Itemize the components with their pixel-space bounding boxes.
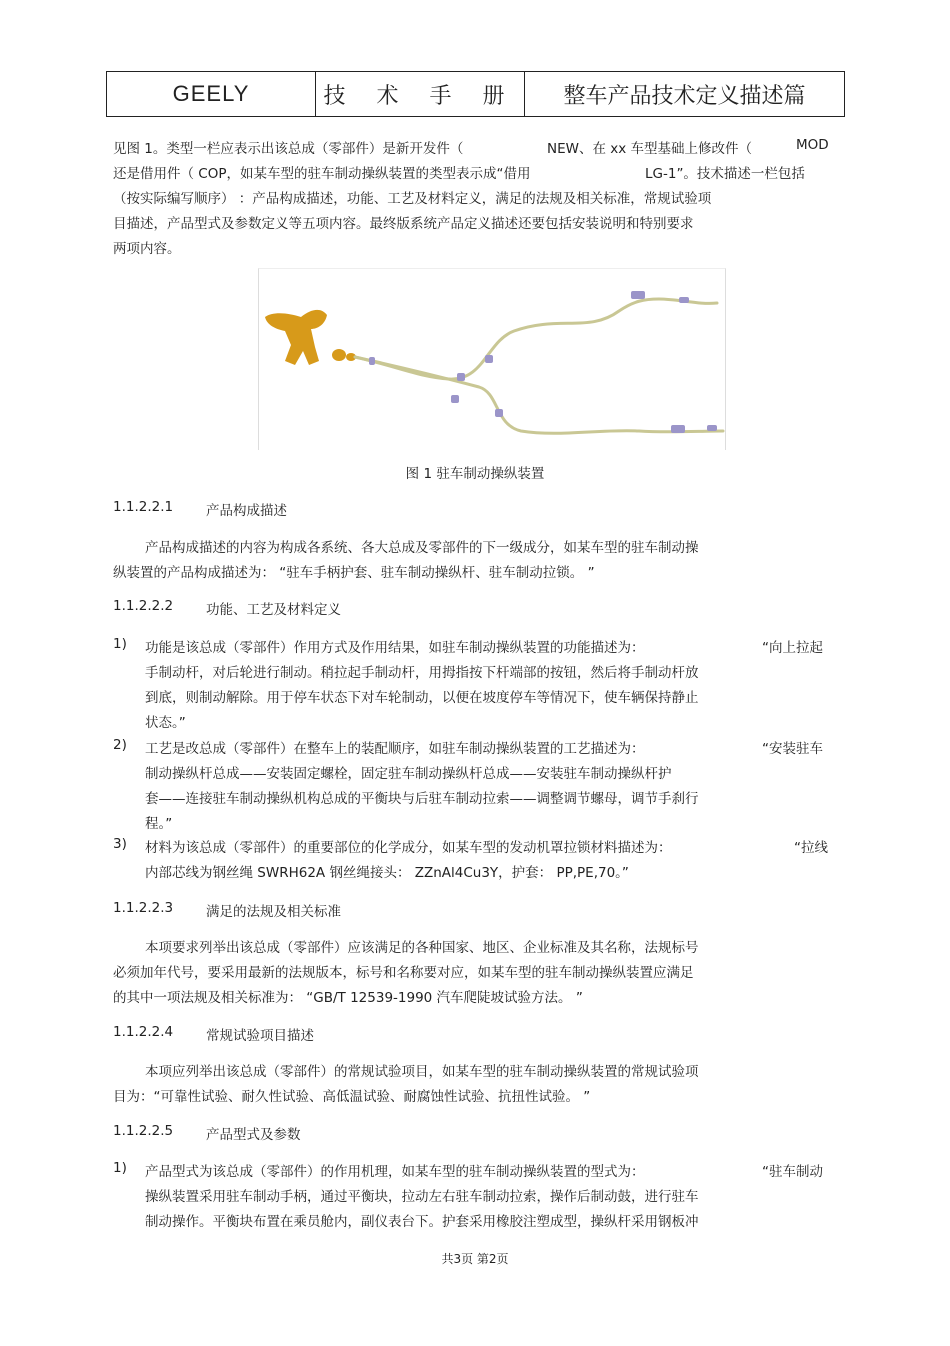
s2-item-1-line-3: 到底，则制动解除。用于停车状态下对车轮制动，以便在坡度停车等情况下，使车辆保持静止 xyxy=(145,690,699,706)
s5-item-1-right: “驻车制动 xyxy=(762,1164,823,1180)
brake-cables xyxy=(355,299,723,433)
header-manual: 技 术 手 册 xyxy=(316,72,525,116)
brake-cable-illustration xyxy=(259,269,725,450)
section-2-number: 1.1.2.2.2 xyxy=(113,598,174,614)
intro-line-5: 两项内容。 xyxy=(113,241,181,257)
intro-line-1-new: NEW、在 xx 车型基础上修改件（ xyxy=(547,141,753,157)
section-5-heading xyxy=(113,1123,301,1143)
intro-line-1: 见图 1。类型一栏应表示出该总成（零部件）是新开发件（ xyxy=(113,141,464,157)
intro-line-2: 还是借用件（ COP，如某车型的驻车制动操纵装置的类型表示成“借用 xyxy=(113,166,531,182)
header-table xyxy=(106,71,845,117)
section-4-heading xyxy=(113,1024,314,1044)
section-2-heading xyxy=(113,598,341,618)
intro-line-3: （按实际编写顺序） ：产品构成描述，功能、工艺及材料定义，满足的法规及相关标准，常规试验项 xyxy=(113,191,712,207)
s5-item-1-number: 1) xyxy=(113,1160,127,1176)
figure-caption: 图 1 驻车制动操纵装置 xyxy=(405,466,545,482)
intro-line-4: 目描述，产品型式及参数定义等五项内容。最终版系统产品定义描述还要包括安装说明和特别要求 xyxy=(113,216,694,232)
header-section: 整车产品技术定义描述篇 xyxy=(563,83,806,109)
s5-item-1-line-1: 产品型式为该总成（零部件）的作用机理，如某车型的驻车制动操纵装置的型式为： xyxy=(145,1164,645,1180)
intro-line-2-right: LG-1”。技术描述一栏包括 xyxy=(645,166,805,182)
page-footer: 共3页 第2页 xyxy=(441,1252,509,1266)
s3-para-line-1: 本项要求列举出该总成（零部件）应该满足的各种国家、地区、企业标准及其名称，法规标号 xyxy=(145,940,699,956)
s2-item-1-line-4: 状态。” xyxy=(145,715,186,731)
s2-item-2-line-3: 套——连接驻车制动操纵机构总成的平衡块与后驻车制动拉索——调整调节螺母，调节手刹行 xyxy=(145,791,699,807)
section-1-title: 产品构成描述 xyxy=(206,503,287,519)
s2-item-3-right: “拉线 xyxy=(794,840,828,856)
cable-clips xyxy=(369,291,717,433)
s2-item-1-number: 1) xyxy=(113,636,127,652)
s2-item-1-line-2: 手制动杆，对后轮进行制动。稍拉起手制动杆，用拇指按下杆端部的按钮，然后将手制动杆放 xyxy=(145,665,699,681)
s2-item-2-line-1: 工艺是改总成（零部件）在整车上的装配顺序，如驻车制动操纵装置的工艺描述为： xyxy=(145,741,645,757)
section-5-number: 1.1.2.2.5 xyxy=(113,1123,174,1139)
section-3-heading xyxy=(113,900,341,920)
s2-item-3-line-2: 内部芯线为钢丝绳 SWRH62A 钢丝绳接头： ZZnAl4Cu3Y，护套： PP,PE,70。” xyxy=(145,865,629,881)
s2-item-2-line-2: 制动操纵杆总成——安装固定螺栓，固定驻车制动操纵杆总成——安装驻车制动操纵杆护 xyxy=(145,766,672,782)
intro-line-1-mod: MOD xyxy=(796,137,829,153)
s2-item-2-number: 2) xyxy=(113,737,127,753)
s2-item-1-right: “向上拉起 xyxy=(762,640,823,656)
parking-brake-figure xyxy=(258,268,726,450)
s3-para-line-3: 的其中一项法规及相关标准为： “GB/T 12539-1990 汽车爬陡坡试验方法。 ” xyxy=(113,990,583,1006)
s2-item-3-line-1: 材料为该总成（零部件）的重要部位的化学成分，如某车型的发动机罩拉锁材料描述为： xyxy=(145,840,672,856)
s1-para-line-2: 纵装置的产品构成描述为： “驻车手柄护套、驻车制动操纵杆、驻车制动拉锁。 ” xyxy=(113,565,595,581)
handbrake-lever-icon xyxy=(265,310,356,365)
s4-para-line-2: 目为：“可靠性试验、耐久性试验、高低温试验、耐腐蚀性试验、抗扭性试验。 ” xyxy=(113,1089,591,1105)
s2-item-2-line-4: 程。” xyxy=(145,816,173,832)
section-3-title: 满足的法规及相关标准 xyxy=(206,904,341,920)
header-brand: GEELY xyxy=(107,72,316,116)
section-4-number: 1.1.2.2.4 xyxy=(113,1024,174,1040)
s5-item-1-line-2: 操纵装置采用驻车制动手柄，通过平衡块，拉动左右驻车制动拉索，操作后制动鼓，进行驻车 xyxy=(145,1189,699,1205)
section-3-number: 1.1.2.2.3 xyxy=(113,900,174,916)
s3-para-line-2: 必须加年代号，要采用最新的法规版本，标号和名称要对应，如某车型的驻车制动操纵装置应满足 xyxy=(113,965,694,981)
section-4-title: 常规试验项目描述 xyxy=(206,1028,314,1044)
s2-item-2-right: “安装驻车 xyxy=(762,741,823,757)
s4-para-line-1: 本项应列举出该总成（零部件）的常规试验项目，如某车型的驻车制动操纵装置的常规试验项 xyxy=(145,1064,699,1080)
s5-item-1-line-3: 制动操作。平衡块布置在乘员舱内，副仪表台下。护套采用橡胶注塑成型，操纵杆采用钢板冲 xyxy=(145,1214,699,1230)
section-2-title: 功能、工艺及材料定义 xyxy=(206,602,341,618)
section-5-title: 产品型式及参数 xyxy=(206,1127,301,1143)
section-1-number: 1.1.2.2.1 xyxy=(113,499,174,515)
section-1-heading xyxy=(113,499,287,519)
s1-para-line-1: 产品构成描述的内容为构成各系统、各大总成及零部件的下一级成分，如某车型的驻车制动操 xyxy=(145,540,699,556)
s2-item-1-line-1: 功能是该总成（零部件）作用方式及作用结果，如驻车制动操纵装置的功能描述为： xyxy=(145,640,645,656)
s2-item-3-number: 3) xyxy=(113,836,127,852)
